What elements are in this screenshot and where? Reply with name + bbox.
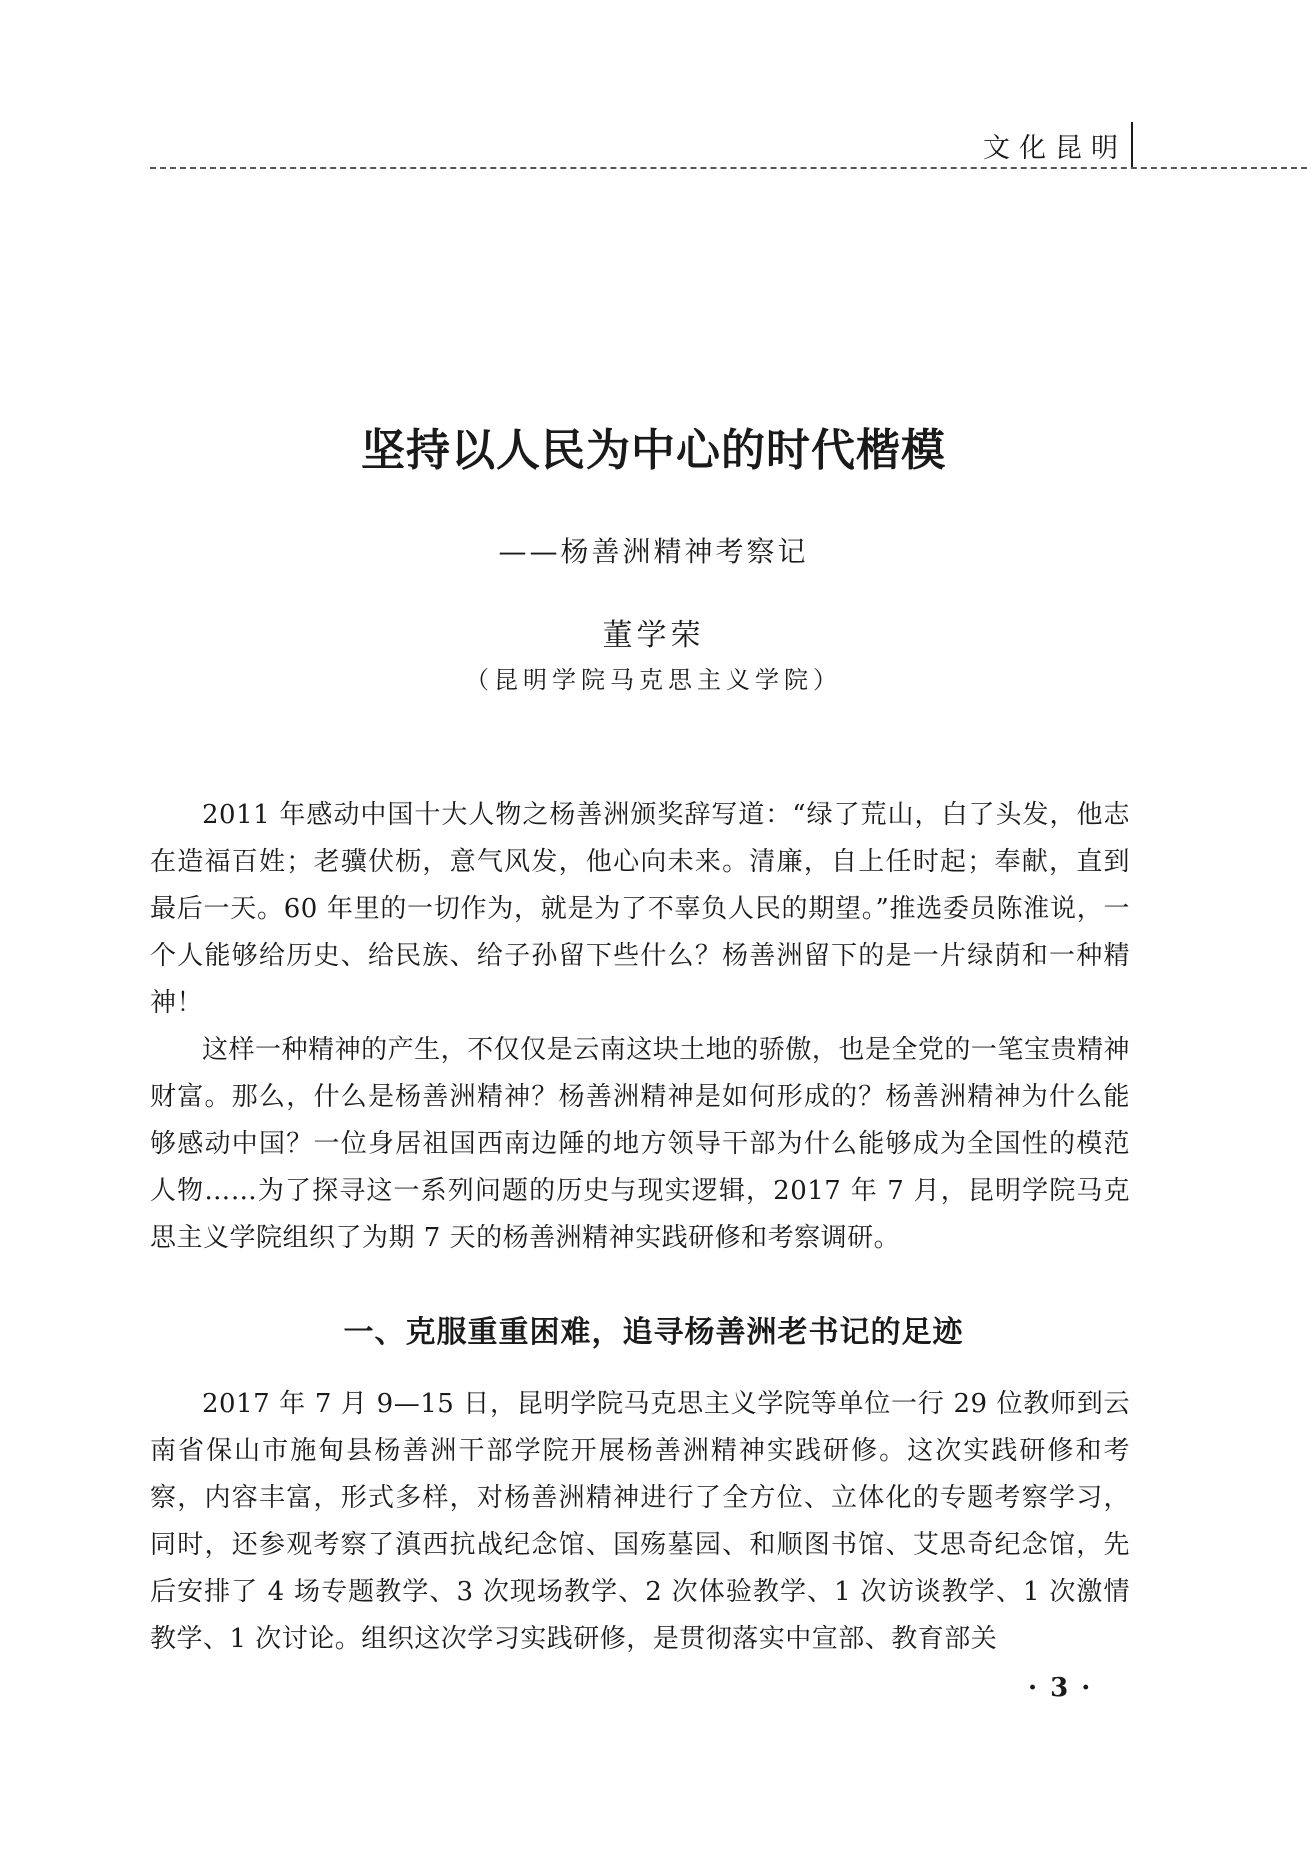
- header-dashed-rule: [150, 167, 1307, 169]
- paragraph: 2017 年 7 月 9—15 日，昆明学院马克思主义学院等单位一行 29 位教师到云南省保山市施甸县杨善洲干部学院开展杨善洲精神实践研修。这次实践研修和考察，内容丰富，形式多样，对杨善洲精神进行了全方位、立体化的专题考察学习，同时，还参观考察了滇西抗战纪念馆、国殇墓园、和顺图书馆、艾思奇纪念馆，先后安排了 4 场专题教学、3 次现场教学、2 次体验教学、1 次访谈教学、1 次激情教学、1 次讨论。组织这次学习实践研修，是贯彻落实中宣部、教育部关: [150, 1389, 1130, 1654]
- section-body: [150, 1381, 1130, 1663]
- article-title: 坚持以人民为中心的时代楷模: [361, 425, 946, 476]
- section-label: 文化昆明: [983, 133, 1127, 164]
- paragraph: 2011 年感动中国十大人物之杨善洲颁奖辞写道：“绿了荒山，白了头发，他志在造福百姓；老骥伏枥，意气风发，他心向未来。清廉，自上任时起；奉献，直到最后一天。60 年里的一切作为，就是为了不辜负人民的期望。”推选委员陈淮说，一个人能够给历史、给民族、给子孙留下些什么？杨善洲留下的是一片绿荫和一种精神！: [150, 800, 1130, 1018]
- paragraph: 这样一种精神的产生，不仅仅是云南这块土地的骄傲，也是全党的一笔宝贵精神财富。那么，什么是杨善洲精神？杨善洲精神是如何形成的？杨善洲精神为什么能够感动中国？一位身居祖国西南边陲的地方领导干部为什么能够成为全国性的模范人物……为了探寻这一系列问题的历史与现实逻辑，2017 年 7 月，昆明学院马克思主义学院组织了为期 7 天的杨善洲精神实践研修和考察调研。: [150, 1035, 1130, 1253]
- page-number: · 3 ·: [1028, 1673, 1093, 1703]
- intro-body: [150, 792, 1130, 1262]
- header-vertical-bar: [1131, 122, 1133, 168]
- article-author: 董学荣: [602, 618, 705, 653]
- author-affiliation: （昆明学院马克思主义学院）: [465, 666, 842, 694]
- section-heading: 一、克服重重困难，追寻杨善洲老书记的足迹: [343, 1315, 964, 1350]
- article-subtitle: ——杨善洲精神考察记: [498, 535, 809, 568]
